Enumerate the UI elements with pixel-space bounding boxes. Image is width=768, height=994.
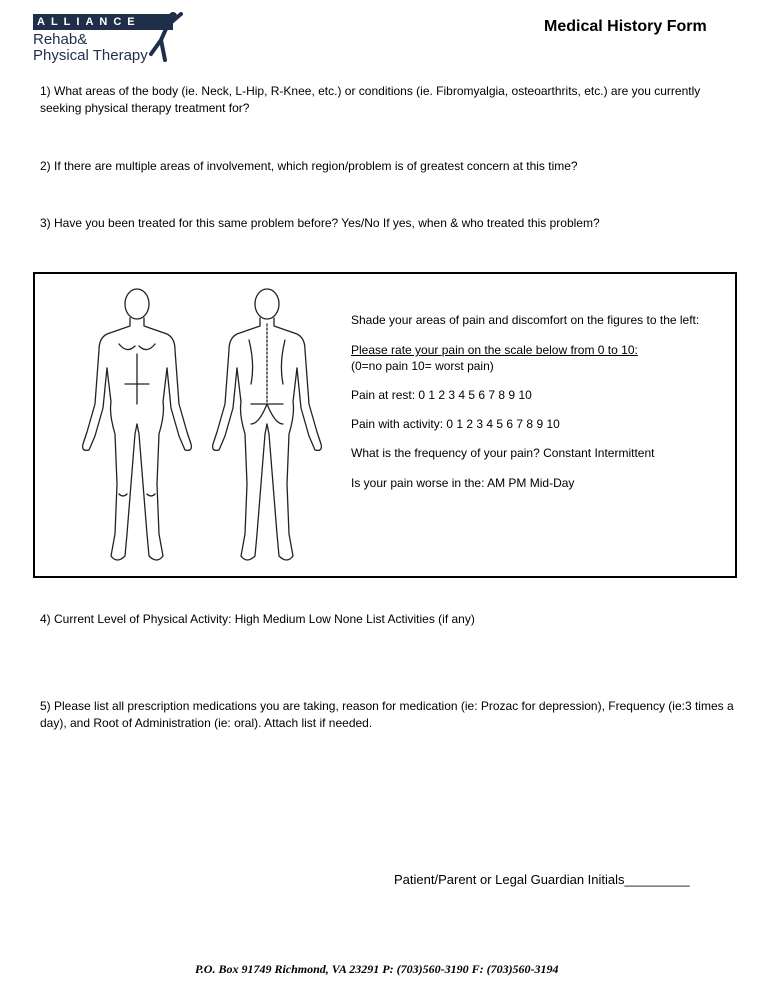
front-body-figure bbox=[83, 289, 192, 560]
logo-figure-icon bbox=[137, 10, 183, 68]
scale-legend: (0=no pain 10= worst pain) bbox=[351, 359, 494, 373]
question-4: 4) Current Level of Physical Activity: High Medium Low None List Activities (if any) bbox=[40, 612, 475, 626]
body-diagram-icon[interactable] bbox=[55, 284, 345, 569]
question-1: 1) What areas of the body (ie. Neck, L-Hip, R-Knee, etc.) or conditions (ie. Fibromyalgia, osteoarthrits, etc.) are you currently seeking physical therapy treatment for? bbox=[40, 84, 701, 115]
question-2: 2) If there are multiple areas of involvement, which region/problem is of greatest concern at this time? bbox=[40, 159, 578, 173]
pain-rest-scale[interactable]: Pain at rest: 0 1 2 3 4 5 6 7 8 9 10 bbox=[351, 388, 532, 402]
logo-line-1: Rehab& bbox=[33, 31, 88, 48]
question-3: 3) Have you been treated for this same problem before? Yes/No If yes, when & who treated this problem? bbox=[40, 216, 600, 230]
logo-line-2: Physical Therapy bbox=[33, 47, 148, 64]
pain-frequency[interactable]: What is the frequency of your pain? Constant Intermittent bbox=[351, 446, 655, 460]
page-title: Medical History Form bbox=[544, 18, 707, 35]
footer-contact: P.O. Box 91749 Richmond, VA 23291 P: (703)560-3190 F: (703)560-3194 bbox=[195, 962, 559, 976]
signature-line[interactable]: Patient/Parent or Legal Guardian Initials_________ bbox=[394, 872, 690, 887]
pain-diagram-box bbox=[33, 272, 737, 578]
shade-instruction: Shade your areas of pain and discomfort on the figures to the left: bbox=[351, 313, 700, 327]
question-5: 5) Please list all prescription medications you are taking, reason for medication (ie: Prozac for depression), Frequency (ie:3 times a day), and Root of Administration (ie: oral). Attach list if needed. bbox=[40, 699, 734, 730]
clinic-logo bbox=[33, 10, 183, 68]
pain-worse-time[interactable]: Is your pain worse in the: AM PM Mid-Day bbox=[351, 476, 575, 490]
logo-top-text: ALLIANCE bbox=[37, 16, 141, 28]
pain-activity-scale[interactable]: Pain with activity: 0 1 2 3 4 5 6 7 8 9 10 bbox=[351, 417, 560, 431]
back-body-figure bbox=[213, 289, 322, 560]
rate-instruction: Please rate your pain on the scale below from 0 to 10: bbox=[351, 343, 638, 357]
